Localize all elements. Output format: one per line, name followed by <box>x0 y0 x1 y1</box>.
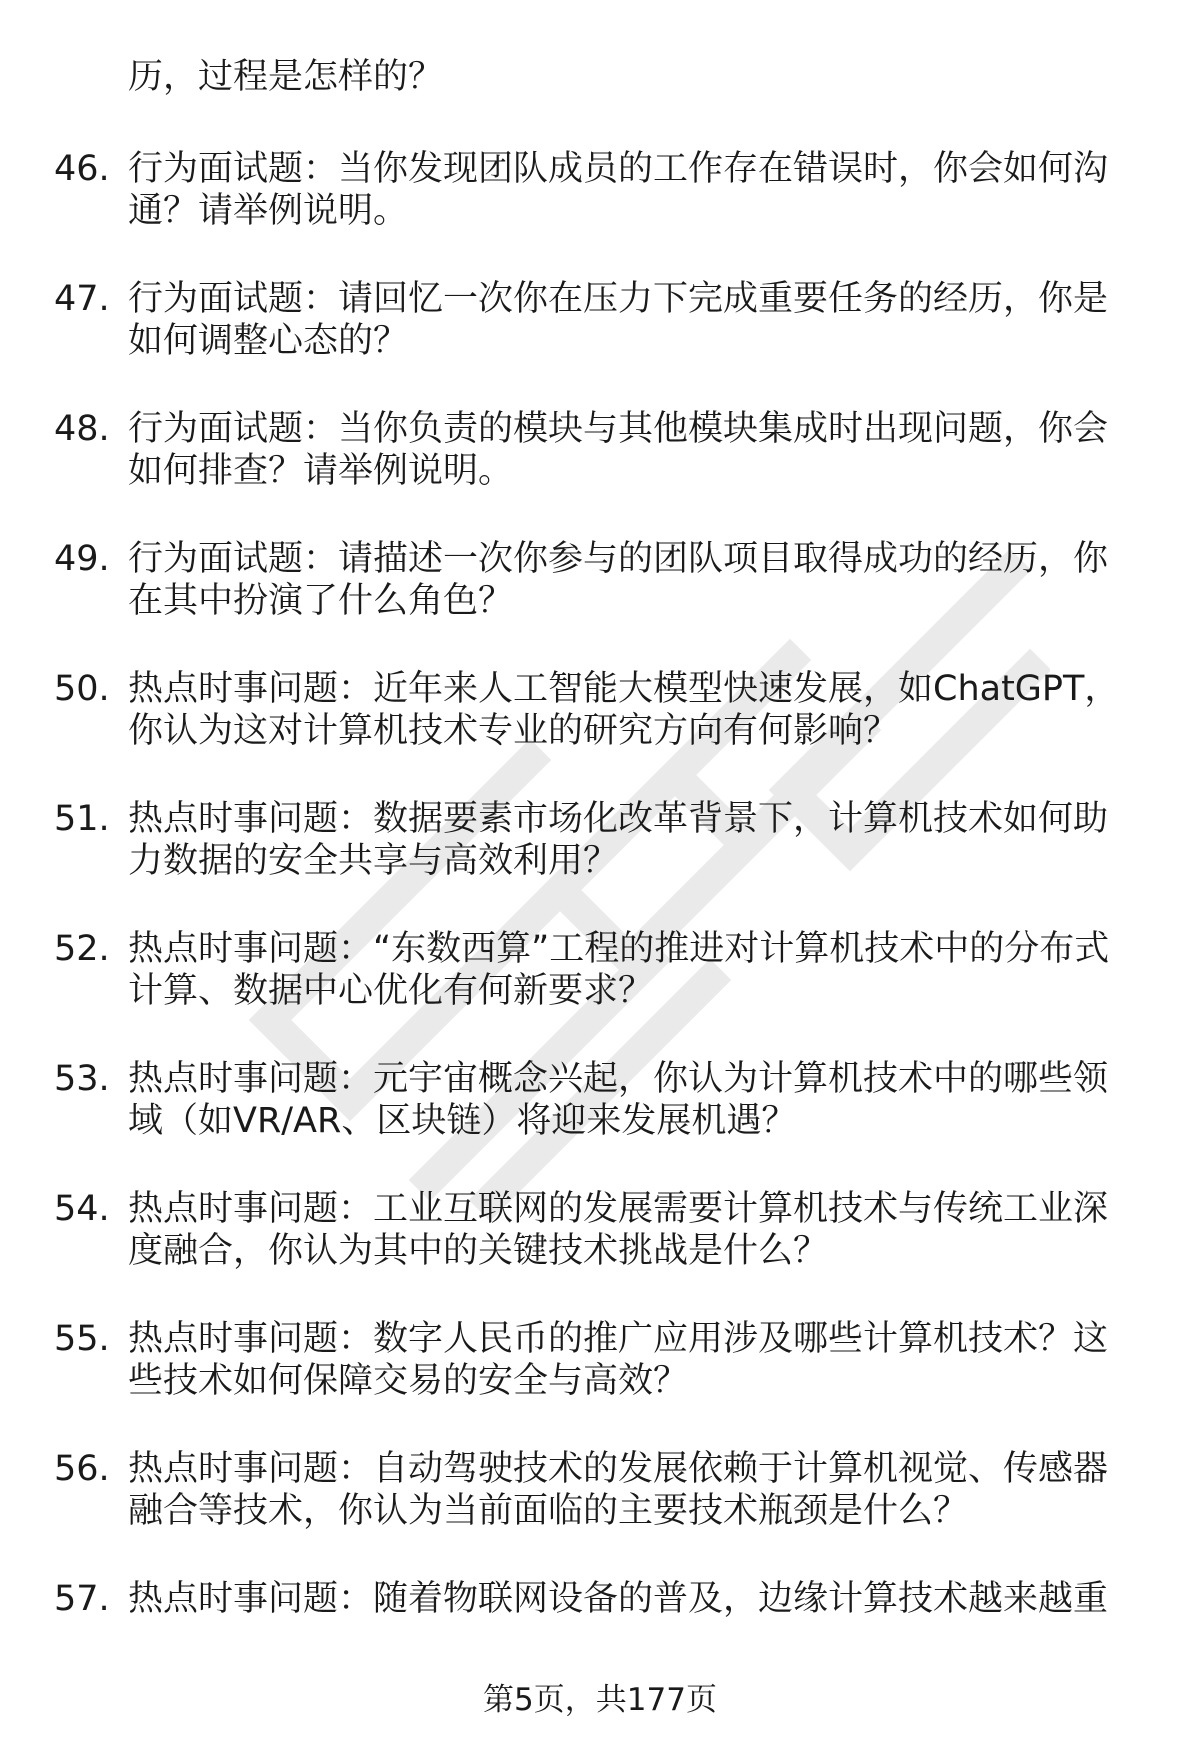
question-text: 热点时事问题：数据要素市场化改革背景下，计算机技术如何助力数据的安全共享与高效利用？ <box>128 799 1109 881</box>
question-number: 50. <box>54 669 110 709</box>
question-text: 热点时事问题：“东数西算”工程的推进对计算机技术中的分布式计算、数据中心优化有何新要求？ <box>128 929 1110 1011</box>
question-item <box>0 1318 1200 1448</box>
question-item <box>0 408 1200 538</box>
question-number: 48. <box>54 409 110 449</box>
question-item <box>0 278 1200 408</box>
question-number: 56. <box>54 1449 110 1489</box>
question-item <box>0 928 1200 1058</box>
page-footer: 第5页，共177页 <box>483 1682 717 1718</box>
question-item <box>0 668 1200 798</box>
question-text: 热点时事问题：工业互联网的发展需要计算机技术与传统工业深度融合，你认为其中的关键技术挑战是什么？ <box>128 1189 1109 1271</box>
question-number: 53. <box>54 1059 110 1099</box>
question-text: 热点时事问题：近年来人工智能大模型快速发展，如ChatGPT，你认为这对计算机技术专业的研究方向有何影响？ <box>128 669 1120 751</box>
question-number: 47. <box>54 279 110 319</box>
question-number: 55. <box>54 1319 110 1359</box>
question-item <box>0 798 1200 928</box>
question-text: 行为面试题：当你发现团队成员的工作存在错误时，你会如何沟通？请举例说明。 <box>128 149 1109 231</box>
question-text: 行为面试题：请描述一次你参与的团队项目取得成功的经历，你在其中扮演了什么角色？ <box>128 539 1109 621</box>
question-number: 46. <box>54 149 110 189</box>
question-item <box>0 148 1200 278</box>
question-item <box>0 1448 1200 1578</box>
question-number: 52. <box>54 929 110 969</box>
question-item <box>0 1188 1200 1318</box>
question-text: 热点时事问题：数字人民币的推广应用涉及哪些计算机技术？这些技术如何保障交易的安全与高效？ <box>128 1319 1109 1401</box>
question-number: 54. <box>54 1189 110 1229</box>
question-item <box>0 538 1200 668</box>
question-text: 热点时事问题：元宇宙概念兴起，你认为计算机技术中的哪些领域（如VR/AR、区块链）将迎来发展机遇？ <box>128 1059 1109 1141</box>
question-item <box>0 1058 1200 1188</box>
continuation-text: 历，过程是怎样的？ <box>128 57 444 97</box>
question-text: 行为面试题：当你负责的模块与其他模块集成时出现问题，你会如何排查？请举例说明。 <box>128 409 1109 491</box>
question-number: 57. <box>54 1579 110 1619</box>
question-text: 热点时事问题：自动驾驶技术的发展依赖于计算机视觉、传感器融合等技术，你认为当前面临的主要技术瓶颈是什么？ <box>128 1449 1109 1531</box>
question-list <box>0 148 1200 1708</box>
question-number: 49. <box>54 539 110 579</box>
question-number: 51. <box>54 799 110 839</box>
question-text: 行为面试题：请回忆一次你在压力下完成重要任务的经历，你是如何调整心态的？ <box>128 279 1109 361</box>
question-text: 热点时事问题：随着物联网设备的普及，边缘计算技术越来越重 <box>128 1579 1109 1619</box>
